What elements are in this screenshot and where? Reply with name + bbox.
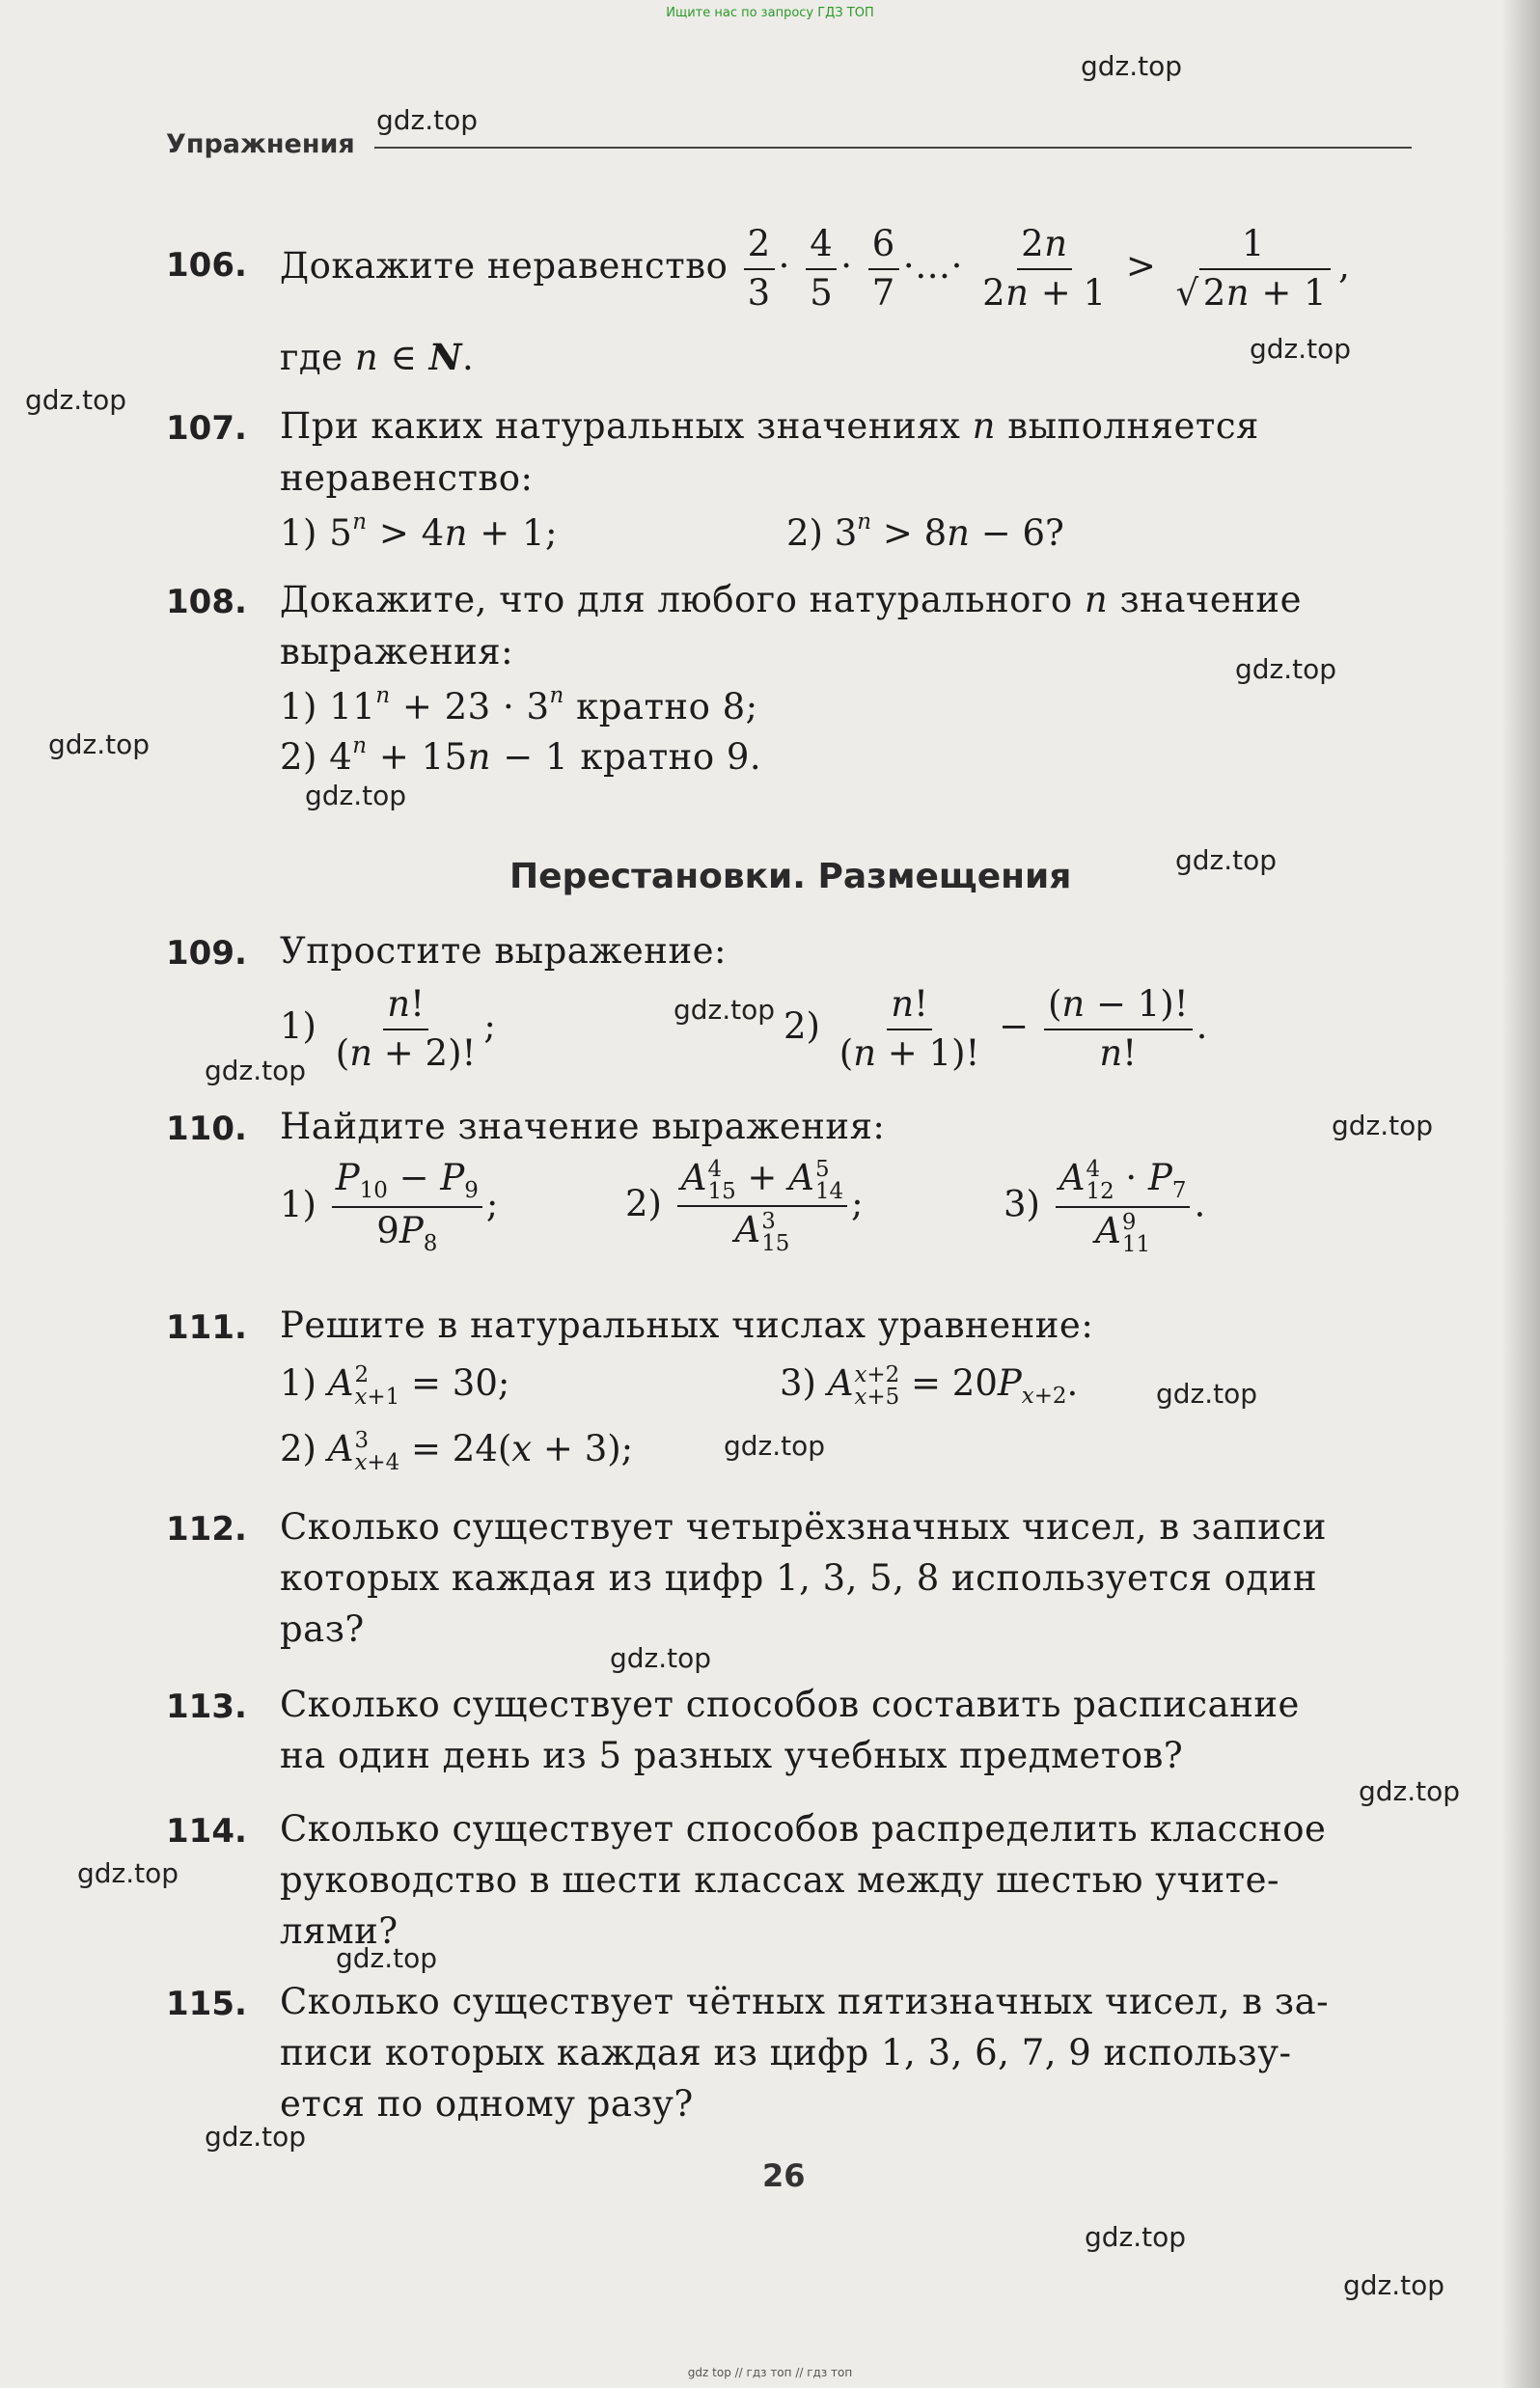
exercise-114-line1: Сколько существует способов распределить классное [280, 1808, 1327, 1850]
watermark: gdz.top [25, 384, 127, 416]
math-fraction: $\frac{6}{7}$ [868, 224, 899, 314]
watermark: gdz.top [1332, 1110, 1434, 1141]
exercise-109-text: Упростите выражение: [280, 930, 727, 972]
exercise-text: значение [1119, 579, 1302, 620]
watermark: gdz.top [305, 780, 407, 811]
watermark: gdz.top [205, 1055, 307, 1086]
watermark: gdz.top [1175, 844, 1278, 876]
exercise-text: Докажите неравенство [280, 245, 729, 288]
exercise-108-line1: Докажите, что для любого натурального n значение [280, 579, 1302, 620]
math-fraction: $\frac{2n}{2n + 1}$ [982, 223, 1107, 314]
watermark: gdz.top [674, 994, 776, 1026]
exercise-number: 111. [166, 1308, 247, 1347]
watermark: gdz.top [336, 1942, 438, 1974]
watermark: gdz.top [1359, 1775, 1461, 1807]
math-fraction: $\frac{4}{5}$ [806, 224, 837, 314]
exercise-112-line3: раз? [280, 1608, 365, 1650]
exercise-114-line3: лями? [280, 1910, 399, 1952]
math-fraction: A 4 12 · $P_7$ A 9 11 [1056, 1158, 1191, 1256]
exercise-number: 115. [166, 1985, 247, 2023]
watermark: gdz.top [205, 2121, 307, 2153]
math-fraction: $\frac{n!}{(n + 2)!}$ [335, 983, 477, 1074]
exercise-108-item2: 2) $4^n + 15n - 1$ кратно 9. [280, 733, 762, 779]
exercise-110-item3: 3) A 4 12 · $P_7$ A 9 11 . [1004, 1156, 1206, 1257]
exercise-number: 113. [166, 1688, 247, 1726]
watermark: gdz.top [1156, 1378, 1258, 1410]
math-fraction: $\frac{P_{10} - P_9}{9P_8}$ [332, 1158, 482, 1257]
exercise-107-line1: При каких натуральных значениях n выполняется [280, 405, 1259, 447]
watermark: gdz.top [376, 104, 479, 136]
page-edge-shadow [1501, 0, 1540, 2388]
exercise-112-line1: Сколько существует четырёхзначных чисел, в записи [280, 1506, 1327, 1548]
math-fraction: $\frac{n!}{(n + 1)!}$ [839, 983, 980, 1074]
exercise-108-item1: 1) $11^n + 23 \cdot 3^n$ кратно 8; [280, 683, 758, 728]
watermark: gdz.top [1085, 2221, 1187, 2253]
exercise-text: кратно 9. [580, 736, 762, 779]
exercise-text: кратно 8; [576, 686, 758, 728]
exercise-107-item2: 2) $3^n > 8n - 6$? [786, 509, 1064, 555]
exercise-number: 110. [166, 1110, 247, 1148]
exercise-115-line1: Сколько существует чётных пятизначных чисел, в за- [280, 1981, 1330, 2022]
exercise-109-item1: 1) $\frac{n!}{(n + 2)!}$ ; [280, 983, 496, 1074]
exercise-107-line2: неравенство: [280, 457, 534, 499]
exercise-106-statement: Докажите неравенство $\frac{2}{3}$ · $\frac{4}{5}$ · $\frac{6}{7}$ ·…· $\frac{2n}{2n + 1}$ > $\frac{1}{√ 2n + 1}$ , [280, 223, 1351, 314]
top-banner-link[interactable]: Ищите нас по запросу ГДЗ ТОП [666, 6, 874, 20]
exercise-number: 107. [166, 409, 247, 448]
math-fraction: A 4 15 + A 5 14 A 3 15 [677, 1158, 847, 1255]
watermark: gdz.top [48, 728, 151, 760]
running-header: Упражнения [166, 129, 355, 159]
exercise-115-line2: писи которых каждая из цифр 1, 3, 6, 7, 9 использу- [280, 2032, 1292, 2073]
exercise-text: Докажите, что для любого натурального [280, 579, 1073, 620]
page-number: 26 [762, 2157, 806, 2194]
exercise-115-line3: ется по одному разу? [280, 2083, 694, 2125]
exercise-110-item2: 2) A 4 15 + A 5 14 A 3 15 ; [625, 1156, 864, 1256]
exercise-111-item3: 3) A x+2 x+5 = $20P_{x+2}$. [780, 1361, 1079, 1410]
exercise-number: 112. [166, 1510, 247, 1549]
exercise-111-text: Решите в натуральных числах уравнение: [280, 1304, 1094, 1346]
exercise-text: где [280, 337, 344, 378]
exercise-114-line2: руководство в шести классах между шестью учите- [280, 1859, 1280, 1901]
exercise-111-item1: 1) A 2 x+1 = 30; [280, 1361, 510, 1410]
watermark: gdz.top [1343, 2269, 1445, 2301]
watermark: gdz.top [724, 1430, 826, 1462]
exercise-number: 114. [166, 1812, 247, 1851]
watermark: gdz.top [1235, 653, 1337, 685]
exercise-106-condition: где n ∈ N. [280, 336, 475, 378]
watermark: gdz.top [610, 1642, 712, 1674]
exercise-number: 109. [166, 934, 247, 973]
exercise-109-item2: 2) $\frac{n!}{(n + 1)!}$ − $\frac{(n - 1)!}{n!}$ . [784, 983, 1208, 1074]
exercise-text: выполняется [1007, 405, 1259, 447]
watermark: gdz.top [1250, 333, 1352, 365]
exercise-112-line2: которых каждая из цифр 1, 3, 5, 8 используется один [280, 1557, 1318, 1599]
exercise-number: 108. [166, 583, 247, 621]
exercise-113-line1: Сколько существует способов составить расписание [280, 1684, 1300, 1725]
header-rule [374, 147, 1412, 149]
exercise-number: 106. [166, 246, 247, 285]
math-fraction: $\frac{(n - 1)!}{n!}$ [1044, 984, 1193, 1074]
watermark: gdz.top [77, 1857, 179, 1889]
exercise-text: При каких натуральных значениях [280, 405, 961, 447]
math-fraction: $\frac{2}{3}$ [744, 224, 775, 314]
exercise-108-line2: выражения: [280, 631, 514, 672]
watermark: gdz.top [1081, 50, 1183, 82]
exercise-110-text: Найдите значение выражения: [280, 1106, 886, 1147]
exercise-113-line2: на один день из 5 разных учебных предметов? [280, 1735, 1184, 1776]
bottom-banner-link[interactable]: gdz top // гдз топ // гдз топ [687, 2366, 853, 2379]
exercise-110-item1: 1) $\frac{P_{10} - P_9}{9P_8}$ ; [280, 1157, 499, 1257]
exercise-111-item2: 2) A 3 x+4 = 24(x + 3); [280, 1427, 634, 1475]
section-title: Перестановки. Размещения [509, 857, 1072, 896]
exercise-107-item1: 1) $5^n > 4n + 1$; [280, 509, 559, 555]
math-fraction: $\frac{1}{√ 2n + 1}$ [1172, 224, 1335, 314]
